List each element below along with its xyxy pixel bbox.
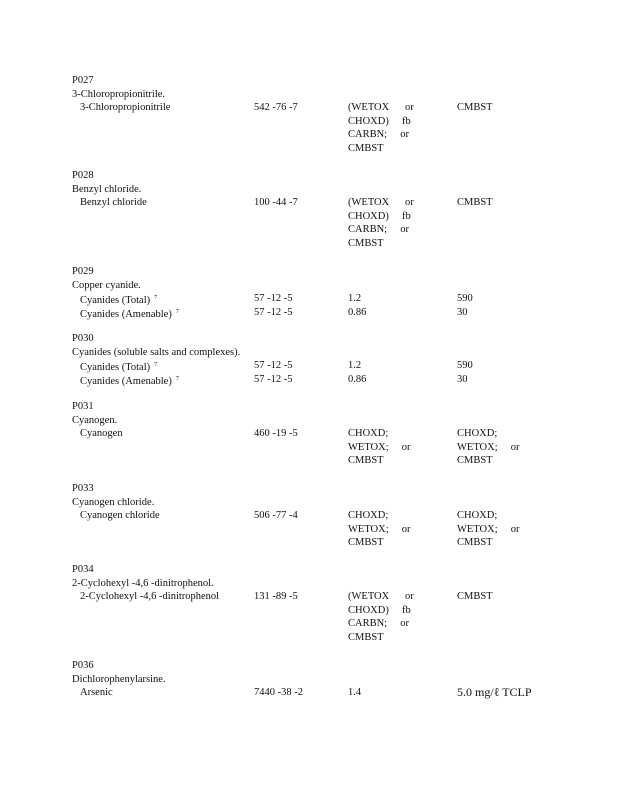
wastewater-standard: CARBN; or	[348, 618, 409, 630]
constituent-row	[72, 306, 592, 320]
nonwastewater-standard: 590	[457, 293, 473, 305]
constituent-row-cont	[72, 604, 592, 618]
cas-number: 542 -76 -7	[254, 102, 298, 114]
waste-code: P034	[72, 564, 94, 575]
constituent-row-cont	[72, 441, 592, 455]
constituent-row-cont	[72, 237, 592, 251]
nonwastewater-standard: 5.0 mg/ℓ TCLP	[457, 685, 532, 700]
constituent-name	[80, 306, 179, 322]
footnote-marker: 7	[175, 375, 179, 382]
waste-title: Copper cyanide.	[72, 279, 141, 291]
constituent-name	[80, 101, 170, 115]
wastewater-standard: 1.2	[348, 293, 362, 305]
wastewater-standard: (WETOX or	[348, 591, 414, 603]
waste-title: Cyanogen.	[72, 414, 118, 426]
cas-number: 506 -77 -4	[254, 510, 298, 522]
constituent-name	[80, 196, 147, 210]
cas-number: 57 -12 -5	[254, 293, 293, 305]
constituent-row-cont	[72, 523, 592, 537]
waste-title-line	[72, 577, 592, 591]
constituent-name-text: Cyanogen	[80, 428, 123, 440]
wastewater-standard: CARBN; or	[348, 224, 409, 236]
constituent-name-text: 3-Chloropropionitrile	[80, 102, 171, 114]
wastewater-standard: WETOX; or	[348, 441, 411, 453]
cas-number: 57 -12 -5	[254, 373, 293, 385]
wastewater-standard: CMBST	[348, 631, 384, 643]
constituent-row	[72, 590, 592, 604]
constituent-name-text: Cyanides (Amenable)	[80, 308, 172, 320]
waste-entry	[72, 74, 592, 156]
waste-title: Cyanides (soluble salts and complexes).	[72, 346, 241, 358]
waste-code: P029	[72, 266, 94, 277]
nonwastewater-standard: 30	[457, 306, 468, 318]
waste-code: P036	[72, 660, 94, 671]
waste-code: P028	[72, 170, 94, 181]
constituent-name-text: Cyanides (Total)	[80, 295, 151, 307]
nonwastewater-standard: CHOXD;	[457, 510, 498, 522]
waste-title-line	[72, 183, 592, 197]
waste-title: 2-Cyclohexyl -4,6 -dinitrophenol.	[72, 577, 214, 589]
wastewater-standard: CHOXD) fb	[348, 604, 411, 616]
constituent-row-cont	[72, 454, 592, 468]
constituent-row	[72, 359, 592, 373]
waste-entry	[72, 482, 592, 550]
constituent-name-text: Cyanides (Amenable)	[80, 375, 172, 387]
wastewater-standard: 1.2	[348, 360, 362, 372]
waste-code-line	[72, 169, 592, 183]
wastewater-standard: (WETOX or	[348, 102, 414, 114]
nonwastewater-standard: CMBST	[457, 537, 493, 549]
waste-code-line	[72, 332, 592, 346]
waste-code-line	[72, 74, 592, 88]
waste-code-line	[72, 659, 592, 673]
waste-title-line	[72, 88, 592, 102]
waste-title-line	[72, 414, 592, 428]
constituent-row-cont	[72, 128, 592, 142]
nonwastewater-standard: CMBST	[457, 591, 493, 603]
waste-entry	[72, 332, 592, 386]
waste-title: Benzyl chloride.	[72, 183, 142, 195]
nonwastewater-standard: WETOX; or	[457, 441, 520, 453]
nonwastewater-standard: 590	[457, 360, 473, 372]
waste-entry	[72, 563, 592, 645]
waste-title-line	[72, 346, 592, 360]
footnote-marker: 7	[154, 362, 158, 369]
nonwastewater-standard: CMBST	[457, 455, 493, 467]
cas-number: 100 -44 -7	[254, 197, 298, 209]
constituent-row-cont	[72, 115, 592, 129]
waste-code-line	[72, 563, 592, 577]
waste-code: P031	[72, 401, 94, 412]
constituent-name-text: Benzyl chloride	[80, 197, 147, 209]
constituent-name	[80, 509, 160, 523]
waste-title-line	[72, 496, 592, 510]
waste-entry	[72, 169, 592, 251]
cas-number: 57 -12 -5	[254, 360, 293, 372]
waste-title: Dichlorophenylarsine.	[72, 673, 166, 685]
wastewater-standard: 0.86	[348, 373, 367, 385]
nonwastewater-standard: CMBST	[457, 197, 493, 209]
waste-code: P033	[72, 483, 94, 494]
constituent-name-text: 2-Cyclohexyl -4,6 -dinitrophenol	[80, 591, 220, 603]
wastewater-standard: CHOXD) fb	[348, 210, 411, 222]
constituent-row	[72, 427, 592, 441]
waste-title: 3-Chloropropionitrile.	[72, 88, 166, 100]
wastewater-standard: CHOXD;	[348, 510, 389, 522]
wastewater-standard: 0.86	[348, 306, 367, 318]
constituent-row	[72, 373, 592, 387]
wastewater-standard: WETOX; or	[348, 523, 411, 535]
waste-title-line	[72, 279, 592, 293]
constituent-row-cont	[72, 536, 592, 550]
waste-code: P027	[72, 75, 94, 86]
constituent-row	[72, 196, 592, 210]
constituent-row	[72, 292, 592, 306]
waste-code-line	[72, 482, 592, 496]
footnote-marker: 7	[175, 308, 179, 315]
wastewater-standard: CARBN; or	[348, 129, 409, 141]
wastewater-standard: CHOXD) fb	[348, 115, 411, 127]
constituent-name	[80, 373, 179, 389]
constituent-row-cont	[72, 617, 592, 631]
cas-number: 7440 -38 -2	[254, 687, 303, 699]
waste-title-line	[72, 673, 592, 687]
constituent-row-cont	[72, 631, 592, 645]
nonwastewater-standard: WETOX; or	[457, 523, 520, 535]
nonwastewater-standard: CMBST	[457, 102, 493, 114]
waste-entry	[72, 400, 592, 468]
wastewater-standard: CHOXD;	[348, 428, 389, 440]
waste-entry	[72, 659, 592, 700]
wastewater-standard: CMBST	[348, 455, 384, 467]
constituent-name-text: Cyanogen chloride	[80, 510, 160, 522]
wastewater-standard: CMBST	[348, 537, 384, 549]
constituent-row	[72, 686, 592, 700]
constituent-name	[80, 590, 219, 604]
waste-title: Cyanogen chloride.	[72, 496, 155, 508]
waste-code-line	[72, 265, 592, 279]
nonwastewater-standard: 30	[457, 373, 468, 385]
constituent-name	[80, 686, 113, 700]
cas-number: 57 -12 -5	[254, 306, 293, 318]
constituent-name	[80, 427, 123, 441]
constituent-row-cont	[72, 142, 592, 156]
waste-code: P030	[72, 333, 94, 344]
constituent-row	[72, 509, 592, 523]
constituent-row-cont	[72, 223, 592, 237]
waste-entry	[72, 265, 592, 319]
footnote-marker: 7	[154, 295, 158, 302]
waste-code-line	[72, 400, 592, 414]
constituent-name-text: Arsenic	[80, 687, 113, 699]
cas-number: 460 -19 -5	[254, 428, 298, 440]
constituent-row-cont	[72, 210, 592, 224]
wastewater-standard: CMBST	[348, 237, 384, 249]
nonwastewater-standard: CHOXD;	[457, 428, 498, 440]
constituent-row	[72, 101, 592, 115]
wastewater-standard: (WETOX or	[348, 197, 414, 209]
wastewater-standard: CMBST	[348, 142, 384, 154]
cas-number: 131 -89 -5	[254, 591, 298, 603]
wastewater-standard: 1.4	[348, 687, 362, 699]
constituent-name-text: Cyanides (Total)	[80, 362, 151, 374]
